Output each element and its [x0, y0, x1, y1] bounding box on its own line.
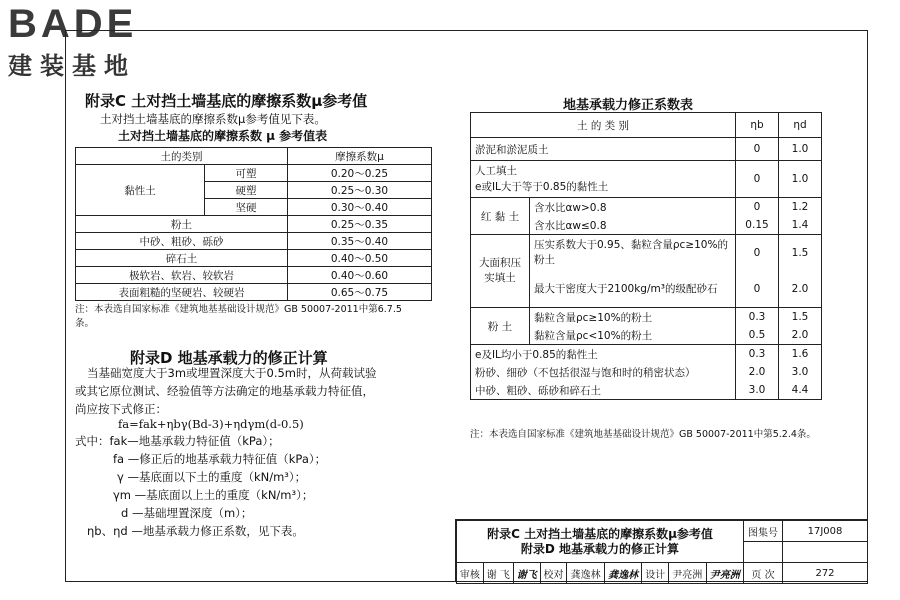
- table-cell: 0.40～0.60: [288, 267, 432, 284]
- title-block-title: [457, 521, 744, 563]
- brand-logo: BADE: [8, 2, 138, 46]
- table-cell: 2.0: [779, 271, 822, 308]
- table-cell: 大面积压实填土: [471, 235, 530, 308]
- table-cell: 最大干密度大于2100kg/m³的级配砂石: [530, 271, 736, 308]
- definition-line: ηb、ηd —地基承载力修正系数，见下表。: [87, 524, 304, 538]
- designer-name: 尹亮洲: [669, 563, 706, 584]
- definition-line: d —基础埋置深度（m）；: [121, 506, 253, 520]
- table-row: [471, 363, 822, 381]
- table-header-cell: 摩擦系数μ: [288, 148, 432, 165]
- check-label: 校对: [540, 563, 567, 584]
- table-cell: 黏粒含量ρc≥10%的粉土: [530, 308, 736, 327]
- appendix-c-title: 附录C 土对挡土墙基底的摩擦系数μ参考值: [85, 92, 368, 110]
- table-cell: 压实系数大于0.95、黏粒含量ρc≥10%的粉土: [530, 235, 736, 272]
- brand-subtitle: 建装基地: [8, 52, 136, 80]
- table-row: [76, 165, 432, 182]
- bearing-capacity-table: [470, 112, 822, 400]
- table-row: [471, 138, 822, 161]
- table-row: [76, 216, 432, 233]
- table-header-cell: 土的类别: [76, 148, 288, 165]
- table-cell: 粉土: [76, 216, 288, 233]
- cell-line: 人工填土: [475, 165, 517, 177]
- blank-cell: [744, 542, 783, 563]
- title-line: 附录C 土对挡土墙基底的摩擦系数μ参考值: [487, 526, 713, 541]
- table-row: [471, 345, 822, 364]
- table-row: [471, 198, 822, 217]
- title-line: 附录D 地基承载力的修正计算: [520, 541, 680, 556]
- table-cell: 含水比αw>0.8: [530, 198, 736, 217]
- formula-definitions: [75, 432, 326, 540]
- appendix-c-intro: 土对挡土墙基底的摩擦系数μ参考值见下表。: [100, 112, 326, 126]
- table-cell: 1.0: [779, 138, 822, 161]
- title-block: [455, 519, 868, 582]
- checker-signature: 龚逸林: [604, 563, 641, 584]
- table-row: [76, 284, 432, 301]
- table-cell: 黏性土: [76, 165, 205, 216]
- table-d-note: 注：本表选自国家标准《建筑地基基础设计规范》GB 50007-2011中第5.2.4条。: [470, 429, 816, 440]
- table-cell: 0: [736, 161, 779, 198]
- title-block-table: [456, 520, 868, 584]
- definition-line: fa —修正后的地基承载力特征值（kPa）；: [113, 452, 327, 466]
- reviewer-signature: 谢飞: [513, 563, 540, 584]
- table-row: [471, 161, 822, 198]
- table-cell: 坚硬: [205, 199, 288, 216]
- table-cell: 极软岩、软岩、较软岩: [76, 267, 288, 284]
- table-cell: 0.3: [736, 308, 779, 327]
- table-cell: 0: [736, 198, 779, 217]
- paragraph-line: 尚应按下式修正：: [75, 402, 167, 416]
- definition-line: γm —基底面以上土的重度（kN/m³）；: [113, 488, 314, 502]
- table-cell: 4.4: [779, 381, 822, 400]
- table-row: [471, 235, 822, 272]
- table-cell: 粉砂、细砂（不包括很湿与饱和时的稍密状态）: [471, 363, 736, 381]
- table-cell: 0.35～0.40: [288, 233, 432, 250]
- table-cell: 2.0: [779, 326, 822, 345]
- table-cell: 1.0: [779, 161, 822, 198]
- table-cell: 硬塑: [205, 182, 288, 199]
- atlas-number: 17J008: [783, 521, 868, 542]
- table-cell: 红 黏 土: [471, 198, 530, 235]
- table-cell: 0: [736, 138, 779, 161]
- definition-line: γ —基底面以下土的重度（kN/m³）；: [117, 470, 307, 484]
- table-row: [76, 267, 432, 284]
- table-cell: 0.30～0.40: [288, 199, 432, 216]
- table-cell: 1.5: [779, 235, 822, 272]
- table-cell: 中砂、粗砂、砾砂: [76, 233, 288, 250]
- table-cell: 1.2: [779, 198, 822, 217]
- appendix-d-title: 附录D 地基承载力的修正计算: [130, 349, 328, 367]
- table-row: [76, 250, 432, 267]
- review-label: 审核: [457, 563, 484, 584]
- table-cell: 0.65～0.75: [288, 284, 432, 301]
- table-c-title: 土对挡土墙基底的摩擦系数 μ 参考值表: [118, 129, 328, 143]
- table-cell: 粉 土: [471, 308, 530, 345]
- table-c-note-line: 条。: [75, 318, 95, 329]
- table-cell: 可塑: [205, 165, 288, 182]
- table-cell: 0.20～0.25: [288, 165, 432, 182]
- table-cell: 2.0: [736, 363, 779, 381]
- atlas-label: 图集号: [744, 521, 783, 542]
- table-cell: e及IL均小于0.85的黏性土: [471, 345, 736, 364]
- designer-signature: 尹亮洲: [706, 563, 743, 584]
- table-cell: 0.5: [736, 326, 779, 345]
- table-c-note: [75, 303, 402, 331]
- table-cell: 0.15: [736, 216, 779, 235]
- checker-name: 龚逸林: [567, 563, 604, 584]
- table-row: [471, 113, 822, 138]
- table-cell: 1.4: [779, 216, 822, 235]
- friction-table: [75, 147, 432, 301]
- table-cell: 碎石土: [76, 250, 288, 267]
- table-c-note-line: 注：本表选自国家标准《建筑地基基础设计规范》GB 50007-2011中第6.7.5: [75, 304, 402, 315]
- table-cell: 0.40～0.50: [288, 250, 432, 267]
- table-cell: 0.25～0.30: [288, 182, 432, 199]
- table-row: [471, 381, 822, 400]
- table-cell: 黏粒含量ρc<10%的粉土: [530, 326, 736, 345]
- table-cell: 中砂、粗砂、砾砂和碎石土: [471, 381, 736, 400]
- table-cell: 1.5: [779, 308, 822, 327]
- table-header-cell: ηd: [779, 113, 822, 138]
- table-cell: 3.0: [779, 363, 822, 381]
- paragraph-line: 当基础宽度大于3m或埋置深度大于0.5m时，从荷载试验: [87, 366, 377, 380]
- table-row: [457, 521, 868, 542]
- table-row: [471, 308, 822, 327]
- definition-line: 式中：fak—地基承载力特征值（kPa）；: [75, 434, 280, 448]
- table-cell: 0.25～0.35: [288, 216, 432, 233]
- table-d-title: 地基承载力修正系数表: [563, 98, 694, 113]
- blank-cell: [783, 542, 868, 563]
- cell-line: e或IL大于等于0.85的黏性土: [475, 181, 609, 193]
- table-row: [76, 148, 432, 165]
- table-cell: 0.3: [736, 345, 779, 364]
- table-header-cell: 土 的 类 别: [471, 113, 736, 138]
- table-cell: 0: [736, 235, 779, 272]
- paragraph-line: 或其它原位测试、经验值等方法确定的地基承载力特征值，: [75, 384, 374, 398]
- table-row: [76, 233, 432, 250]
- design-label: 设计: [642, 563, 669, 584]
- page-label: 页 次: [744, 563, 783, 584]
- table-cell: 含水比αw≤0.8: [530, 216, 736, 235]
- correction-formula: fa=fak+ηbγ(Bd-3)+ηdγm(d-0.5): [118, 417, 304, 431]
- table-cell: [471, 161, 736, 198]
- table-header-cell: ηb: [736, 113, 779, 138]
- table-cell: 0: [736, 271, 779, 308]
- table-row: [457, 563, 868, 584]
- table-cell: 淤泥和淤泥质土: [471, 138, 736, 161]
- table-cell: 表面粗糙的坚硬岩、较硬岩: [76, 284, 288, 301]
- reviewer-name: 谢 飞: [483, 563, 513, 584]
- page-number: 272: [783, 563, 868, 584]
- table-cell: 1.6: [779, 345, 822, 364]
- appendix-d-paragraph: [75, 364, 445, 418]
- table-cell: 3.0: [736, 381, 779, 400]
